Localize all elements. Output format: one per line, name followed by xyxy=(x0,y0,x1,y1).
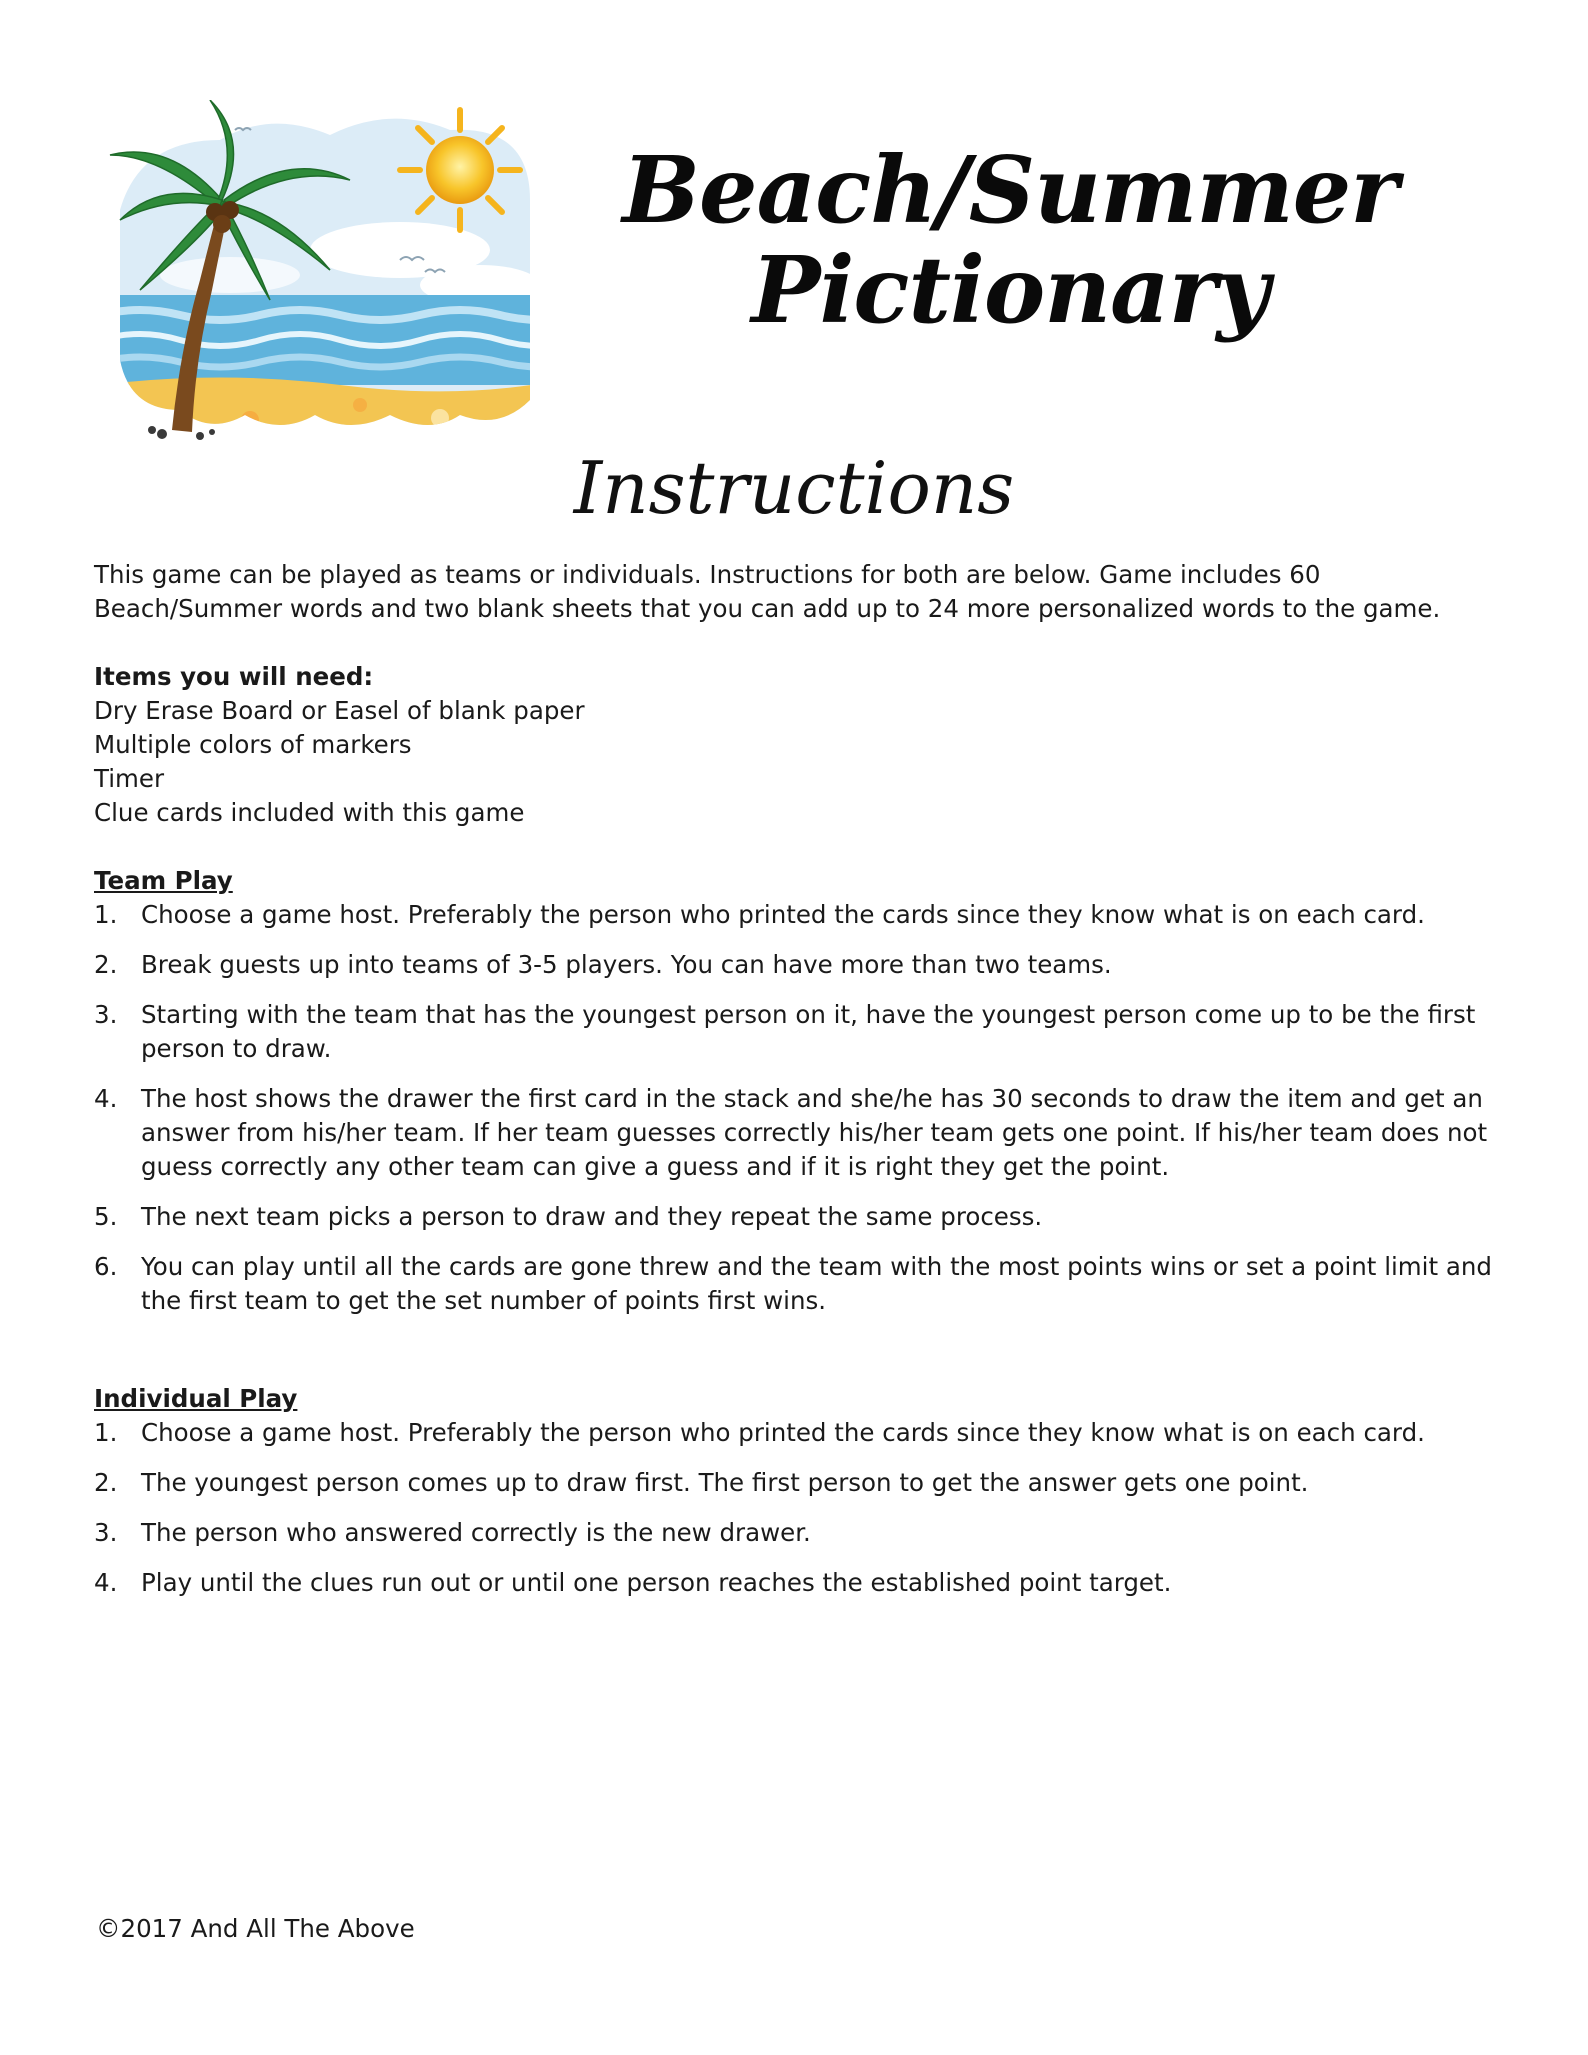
step-text: The host shows the drawer the first card in the stack and she/he has 30 seconds to draw the item and get an answer from his/her team. If her team guesses correctly his/her team gets one point. If his/her team does not guess correctly any other team can give a guess and if it is right they get the point. xyxy=(141,1084,1488,1181)
step-text: Choose a game host. Preferably the person who printed the cards since they know what is on each card. xyxy=(141,1418,1425,1447)
list-item xyxy=(94,948,1504,982)
step-number: 5. xyxy=(94,1202,118,1231)
instructions-body xyxy=(94,558,1504,1616)
title-line-2: Pictionary xyxy=(751,236,1269,344)
list-item xyxy=(94,1566,1504,1600)
step-text: You can play until all the cards are gone threw and the team with the most points wins or set a point limit and the first team to get the set number of points first wins. xyxy=(141,1252,1492,1315)
sun-icon xyxy=(400,110,520,230)
items-list-item: Multiple colors of markers xyxy=(94,730,412,759)
beach-illustration xyxy=(100,100,560,445)
step-text: Choose a game host. Preferably the person who printed the cards since they know what is on each card. xyxy=(141,900,1425,929)
step-text: Starting with the team that has the youngest person on it, have the youngest person come up to be the first person to draw. xyxy=(141,1000,1476,1063)
items-list-item: Dry Erase Board or Easel of blank paper xyxy=(94,696,585,725)
step-number: 4. xyxy=(94,1568,118,1597)
list-item xyxy=(94,898,1504,932)
copyright-footer: ©2017 And All The Above xyxy=(96,1914,415,1943)
step-text: Break guests up into teams of 3-5 players. You can have more than two teams. xyxy=(141,950,1112,979)
step-number: 3. xyxy=(94,1000,118,1029)
list-item xyxy=(94,1466,1504,1500)
items-heading: Items you will need: xyxy=(94,662,374,691)
team-play-steps xyxy=(94,898,1504,1318)
step-number: 1. xyxy=(94,1418,118,1447)
title-line-1: Beach/Summer xyxy=(622,136,1398,244)
items-list-item: Clue cards included with this game xyxy=(94,798,525,827)
instructions-heading: Instructions xyxy=(573,446,1015,530)
step-text: The person who answered correctly is the new drawer. xyxy=(141,1518,811,1547)
sand-flower xyxy=(241,411,259,429)
step-text: The next team picks a person to draw and they repeat the same process. xyxy=(141,1202,1043,1231)
step-number: 6. xyxy=(94,1252,118,1281)
step-number: 2. xyxy=(94,950,118,979)
individual-play-steps xyxy=(94,1416,1504,1600)
step-number: 1. xyxy=(94,900,118,929)
sand-flower xyxy=(353,398,367,412)
cloud xyxy=(160,257,300,293)
step-number: 2. xyxy=(94,1468,118,1497)
step-text: The youngest person comes up to draw first. The first person to get the answer gets one point. xyxy=(141,1468,1309,1497)
step-text: Play until the clues run out or until one person reaches the established point target. xyxy=(141,1568,1172,1597)
sand-flower xyxy=(431,409,449,427)
items-list-item: Timer xyxy=(94,764,165,793)
team-play-heading: Team Play xyxy=(94,866,233,895)
list-item xyxy=(94,1516,1504,1550)
page-title xyxy=(560,136,1460,344)
individual-play-heading: Individual Play xyxy=(94,1384,298,1413)
list-item xyxy=(94,1416,1504,1450)
list-item xyxy=(94,1082,1504,1184)
intro-paragraph: This game can be played as teams or individuals. Instructions for both are below. Game includes 60 Beach/Summer words and two blank sheets that you can add up to 24 more personalized words to the game. xyxy=(94,560,1441,623)
scene xyxy=(100,100,560,445)
step-number: 3. xyxy=(94,1518,118,1547)
step-number: 4. xyxy=(94,1084,118,1113)
list-item xyxy=(94,998,1504,1066)
list-item xyxy=(94,1200,1504,1234)
list-item xyxy=(94,1250,1504,1318)
team-play-section xyxy=(94,864,1504,1318)
items-section xyxy=(94,660,1504,830)
individual-play-section xyxy=(94,1382,1504,1600)
